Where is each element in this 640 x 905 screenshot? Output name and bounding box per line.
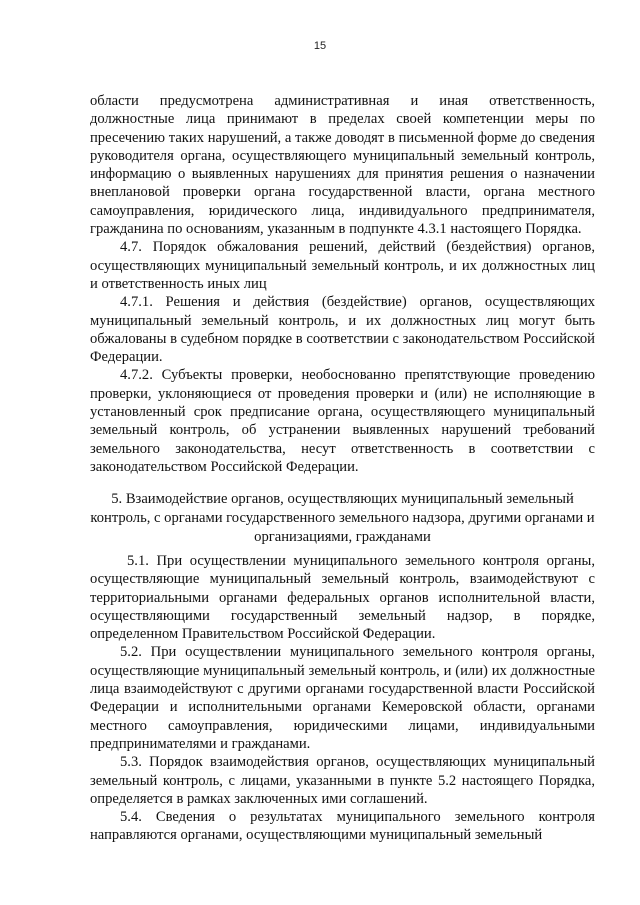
paragraph-5-2: 5.2. При осуществлении муниципального земельного контроля органы, осуществляющие муниципальный земельный контроль, и (или) их должностные лица взаимодействуют с другими органами государственной власти Российской Федерации и исполнительными органами Кемеровской области, органами местного самоуправления, юридическими лицами, индивидуальными предпринимателями и гражданами. <box>90 644 595 752</box>
body-text-top <box>90 92 595 476</box>
section-5-heading: 5. Взаимодействие органов, осуществляющих муниципальный земельный контроль, с органами государственного земельного надзора, другими органами и организациями, гражданами <box>90 491 595 545</box>
paragraph-5-3: 5.3. Порядок взаимодействия органов, осуществляющих муниципальный земельный контроль, с лицами, указанными в пункте 5.2 настоящего Порядка, определяется в рамках заключенных ими соглашений. <box>90 754 595 807</box>
paragraph-4-7-2: 4.7.2. Субъекты проверки, необоснованно препятствующие проведению проверки, уклоняющиеся от проведения проверки и (или) не исполняющие в установленный срок предписание органа, осуществляющего муниципальный земельный контроль, об устранении выявленных нарушений требований земельного законодательства, несут ответственность в соответствии с законодательством Российской Федерации. <box>90 367 595 475</box>
paragraph-5-1: 5.1. При осуществлении муниципального земельного контроля органы, осуществляющие муниципальный земельный контроль, взаимодействуют с территориальными органами федеральных органов исполнительной власти, осуществляющими государственный земельный надзор, в порядке, определенном Правительством Российской Федерации. <box>90 553 595 643</box>
body-text-bottom <box>90 552 595 845</box>
paragraph-4-7-1: 4.7.1. Решения и действия (бездействие) органов, осуществляющих муниципальный земельный контроль, и их должностных лиц могут быть обжалованы в судебном порядке в соответствии с законодательством Российской Федерации. <box>90 294 595 366</box>
paragraph-4-7: 4.7. Порядок обжалования решений, действий (бездействия) органов, осуществляющих муниципальный земельный контроль, и их должностных лиц и ответственность иных лиц <box>90 239 595 292</box>
paragraph-5-4: 5.4. Сведения о результатах муниципального земельного контроля направляются органами, осуществляющими муниципальный земельный <box>90 809 595 844</box>
paragraph-continuation: области предусмотрена административная и иная ответственность, должностные лица принимают в пределах своей компетенции меры по пресечению таких нарушений, а также доводят в письменной форме до сведения руководителя органа, осуществляющего муниципальный земельный контроль, информацию о выявленных нарушениях для принятия решения о назначении внеплановой проверки органа государственной власти, органа местного самоуправления, юридического лица, индивидуального предпринимателя, гражданина по основаниям, указанным в подпункте 4.3.1 настоящего Порядка. <box>90 93 595 238</box>
page-number: 15 <box>313 40 327 52</box>
